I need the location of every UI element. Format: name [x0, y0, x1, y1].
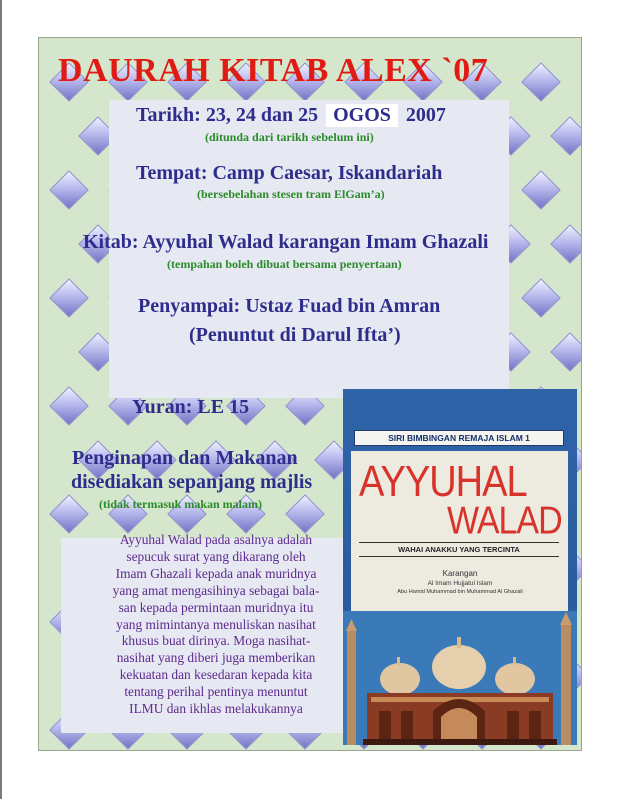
fee-line: Yuran: LE 15	[132, 396, 250, 418]
poster-title: DAURAH KITAB ALEX `07	[58, 52, 489, 89]
diamond-tile	[521, 278, 561, 318]
description-line: Imam Ghazali kepada anak muridnya	[115, 565, 317, 581]
date-line	[136, 104, 446, 127]
poster	[38, 37, 582, 751]
description-line: yang mimintanya menuliskan nasihat	[116, 616, 316, 632]
diamond-tile	[550, 224, 582, 264]
speaker-line: Penyampai: Ustaz Fuad bin Amran	[138, 295, 441, 317]
book-series-label: SIRI BIMBINGAN REMAJA ISLAM 1	[354, 430, 564, 446]
description-line: kekuatan dan kesedaran kepada kita	[119, 667, 313, 683]
description-line: nasihat yang diberi juga memberikan	[116, 650, 316, 666]
diamond-tile	[49, 386, 89, 426]
page-edge-line	[0, 0, 2, 799]
accommodation-note: (tidak termasuk makan malam)	[99, 497, 263, 511]
description-line: yang amat mengasihinya sebagai bala-	[112, 582, 320, 598]
date-label: Tarikh: 23, 24 dan 25	[136, 104, 319, 126]
book-subtitle: WAHAI ANAKKU YANG TERCINTA	[359, 542, 559, 557]
book-line: Kitab: Ayyuhal Walad karangan Imam Ghazali	[83, 231, 489, 253]
book-note: (tempahan boleh dibuat bersama penyertaan)	[167, 257, 402, 271]
mosque-illustration	[343, 611, 577, 745]
book-author-line-1: Al Imam Hujjatul Islam	[427, 580, 493, 587]
description-line: ILMU dan ikhlas melakukannya	[129, 701, 303, 717]
diamond-tile	[49, 494, 89, 534]
book-title-line-1: AYYUHAL	[359, 458, 527, 507]
diamond-tile	[521, 170, 561, 210]
date-note: (ditunda dari tarikh sebelum ini)	[205, 130, 374, 144]
accommodation-line-1: Penginapan dan Makanan	[72, 447, 298, 469]
book-author-label: Karangan	[442, 569, 478, 578]
venue-note: (bersebelahan stesen tram ElGam’a)	[197, 187, 385, 201]
year: 2007	[405, 104, 446, 126]
description-line: khusus buat dirinya. Moga nasihat-	[121, 633, 311, 649]
description-text	[77, 532, 355, 718]
diamond-tile	[521, 62, 561, 102]
diamond-tile	[285, 494, 325, 534]
venue-line: Tempat: Camp Caesar, Iskandariah	[136, 162, 443, 184]
diamond-tile	[550, 332, 582, 372]
book-title-line-2: WALAD	[447, 499, 562, 543]
diamond-tile	[49, 278, 89, 318]
book-cover-image	[343, 389, 577, 745]
speaker-affiliation: (Penuntut di Darul Ifta’)	[189, 324, 401, 346]
diamond-tile	[49, 170, 89, 210]
accommodation-line-2: disediakan sepanjang majlis	[71, 471, 313, 493]
description-line: tentang perihal pentinya menuntut	[124, 684, 308, 700]
diamond-tile	[550, 116, 582, 156]
description-line: sepucuk surat yang dikarang oleh	[126, 548, 306, 564]
description-line: Ayyuhal Walad pada asalnya adalah	[119, 532, 313, 547]
description-line: san kepada permintaan muridnya itu	[118, 599, 314, 615]
month-highlight: OGOS	[326, 104, 398, 127]
book-author-line-2: Abu Hamid Muhammad bin Muhammad Al Ghazali	[397, 589, 523, 595]
